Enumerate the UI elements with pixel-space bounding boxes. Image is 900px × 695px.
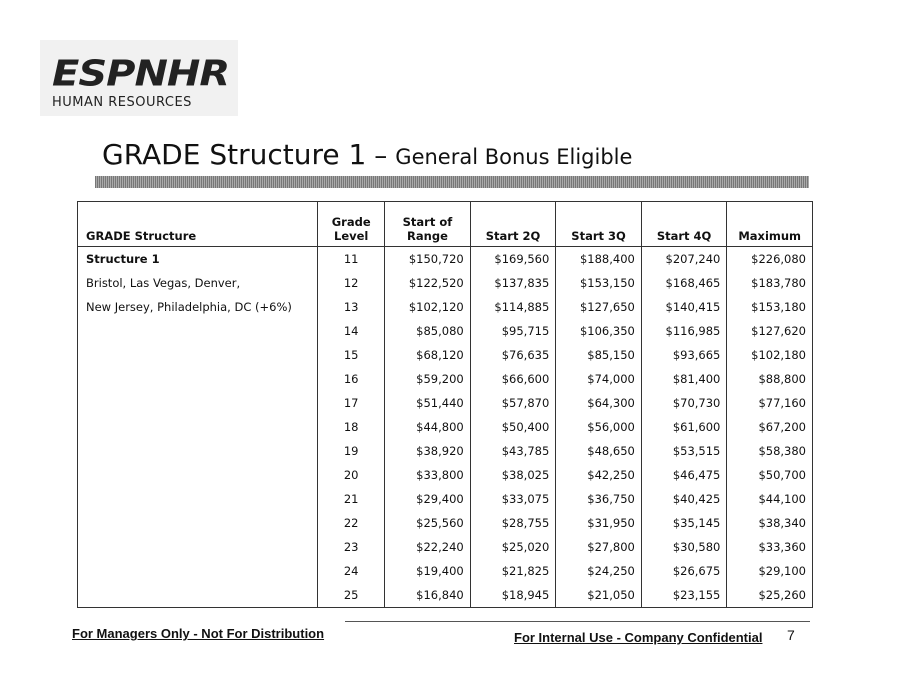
cell-start-3q: $74,000 bbox=[556, 367, 642, 391]
cell-start-3q: $42,250 bbox=[556, 463, 642, 487]
cell-start-of-range: $38,920 bbox=[385, 439, 471, 463]
page-title bbox=[102, 138, 632, 171]
footer-managers-only: For Managers Only - Not For Distribution bbox=[72, 626, 325, 641]
cell-start-2q: $25,020 bbox=[470, 535, 556, 559]
cell-description bbox=[78, 319, 318, 343]
cell-maximum: $58,380 bbox=[727, 439, 813, 463]
cell-grade-level: 13 bbox=[318, 295, 385, 319]
cell-maximum: $153,180 bbox=[727, 295, 813, 319]
cell-start-of-range: $29,400 bbox=[385, 487, 471, 511]
table-row bbox=[78, 391, 813, 415]
cell-maximum: $38,340 bbox=[727, 511, 813, 535]
cell-grade-level: 23 bbox=[318, 535, 385, 559]
cell-start-4q: $70,730 bbox=[641, 391, 727, 415]
cell-start-4q: $26,675 bbox=[641, 559, 727, 583]
table-row bbox=[78, 319, 813, 343]
cell-start-4q: $81,400 bbox=[641, 367, 727, 391]
cell-start-2q: $18,945 bbox=[470, 583, 556, 608]
header-start-of-range bbox=[385, 202, 471, 247]
cell-start-4q: $140,415 bbox=[641, 295, 727, 319]
header-grade-structure: GRADE Structure bbox=[78, 202, 318, 247]
cell-start-3q: $64,300 bbox=[556, 391, 642, 415]
table-row bbox=[78, 583, 813, 608]
cell-start-2q: $50,400 bbox=[470, 415, 556, 439]
cell-start-2q: $28,755 bbox=[470, 511, 556, 535]
cell-description bbox=[78, 343, 318, 367]
cell-start-3q: $127,650 bbox=[556, 295, 642, 319]
cell-start-4q: $93,665 bbox=[641, 343, 727, 367]
cell-maximum: $226,080 bbox=[727, 247, 813, 272]
cell-grade-level: 17 bbox=[318, 391, 385, 415]
espn-hr-logo bbox=[40, 40, 238, 116]
cell-start-3q: $27,800 bbox=[556, 535, 642, 559]
cell-maximum: $50,700 bbox=[727, 463, 813, 487]
header-start-2q: Start 2Q bbox=[470, 202, 556, 247]
cell-description bbox=[78, 487, 318, 511]
cell-start-of-range: $19,400 bbox=[385, 559, 471, 583]
header-grade-line2: Level bbox=[334, 229, 369, 243]
cell-grade-level: 21 bbox=[318, 487, 385, 511]
footer-divider bbox=[345, 621, 810, 622]
table-row bbox=[78, 247, 813, 272]
cell-start-3q: $48,650 bbox=[556, 439, 642, 463]
cell-start-3q: $153,150 bbox=[556, 271, 642, 295]
grade-structure-table bbox=[77, 201, 813, 608]
table-header-row bbox=[78, 202, 813, 247]
cell-start-3q: $21,050 bbox=[556, 583, 642, 608]
cell-start-4q: $35,145 bbox=[641, 511, 727, 535]
header-start-line1: Start of bbox=[402, 215, 453, 229]
title-subtitle: General Bonus Eligible bbox=[395, 145, 633, 169]
table-row bbox=[78, 463, 813, 487]
header-grade-level bbox=[318, 202, 385, 247]
cell-grade-level: 18 bbox=[318, 415, 385, 439]
cell-description bbox=[78, 583, 318, 608]
table-body bbox=[78, 247, 813, 608]
cell-description: Bristol, Las Vegas, Denver, bbox=[86, 276, 241, 290]
cell-grade-level: 16 bbox=[318, 367, 385, 391]
cell-start-4q: $30,580 bbox=[641, 535, 727, 559]
cell-description bbox=[78, 367, 318, 391]
cell-description: Structure 1 bbox=[86, 252, 160, 266]
cell-start-2q: $57,870 bbox=[470, 391, 556, 415]
cell-maximum: $33,360 bbox=[727, 535, 813, 559]
table-row bbox=[78, 295, 813, 319]
header-start-4q: Start 4Q bbox=[641, 202, 727, 247]
cell-start-of-range: $25,560 bbox=[385, 511, 471, 535]
cell-start-4q: $116,985 bbox=[641, 319, 727, 343]
footer-confidential: For Internal Use - Company Confidential bbox=[514, 630, 763, 645]
cell-start-2q: $21,825 bbox=[470, 559, 556, 583]
cell-start-of-range: $122,520 bbox=[385, 271, 471, 295]
cell-grade-level: 15 bbox=[318, 343, 385, 367]
header-start-3q: Start 3Q bbox=[556, 202, 642, 247]
cell-maximum: $25,260 bbox=[727, 583, 813, 608]
cell-description bbox=[78, 511, 318, 535]
table-row bbox=[78, 343, 813, 367]
cell-start-2q: $169,560 bbox=[470, 247, 556, 272]
table-row bbox=[78, 487, 813, 511]
cell-description bbox=[78, 559, 318, 583]
cell-grade-level: 19 bbox=[318, 439, 385, 463]
cell-start-4q: $40,425 bbox=[641, 487, 727, 511]
cell-start-2q: $66,600 bbox=[470, 367, 556, 391]
cell-grade-level: 24 bbox=[318, 559, 385, 583]
cell-start-3q: $106,350 bbox=[556, 319, 642, 343]
cell-start-4q: $23,155 bbox=[641, 583, 727, 608]
table-row bbox=[78, 367, 813, 391]
cell-start-3q: $24,250 bbox=[556, 559, 642, 583]
cell-maximum: $44,100 bbox=[727, 487, 813, 511]
cell-start-of-range: $68,120 bbox=[385, 343, 471, 367]
cell-start-2q: $114,885 bbox=[470, 295, 556, 319]
cell-maximum: $102,180 bbox=[727, 343, 813, 367]
cell-start-2q: $76,635 bbox=[470, 343, 556, 367]
cell-start-of-range: $59,200 bbox=[385, 367, 471, 391]
cell-start-2q: $137,835 bbox=[470, 271, 556, 295]
header-grade-line1: Grade bbox=[331, 215, 371, 229]
table-row bbox=[78, 535, 813, 559]
cell-start-of-range: $85,080 bbox=[385, 319, 471, 343]
cell-grade-level: 14 bbox=[318, 319, 385, 343]
cell-start-of-range: $51,440 bbox=[385, 391, 471, 415]
cell-start-of-range: $150,720 bbox=[385, 247, 471, 272]
cell-description bbox=[78, 391, 318, 415]
cell-start-2q: $43,785 bbox=[470, 439, 556, 463]
cell-description: New Jersey, Philadelphia, DC (+6%) bbox=[86, 300, 292, 314]
cell-maximum: $183,780 bbox=[727, 271, 813, 295]
cell-start-4q: $46,475 bbox=[641, 463, 727, 487]
cell-maximum: $127,620 bbox=[727, 319, 813, 343]
page-number: 7 bbox=[787, 627, 795, 643]
cell-start-3q: $31,950 bbox=[556, 511, 642, 535]
cell-start-2q: $95,715 bbox=[470, 319, 556, 343]
cell-grade-level: 12 bbox=[318, 271, 385, 295]
cell-start-3q: $188,400 bbox=[556, 247, 642, 272]
title-dash: – bbox=[374, 141, 388, 171]
cell-start-of-range: $33,800 bbox=[385, 463, 471, 487]
header-maximum: Maximum bbox=[727, 202, 813, 247]
cell-start-of-range: $22,240 bbox=[385, 535, 471, 559]
cell-start-3q: $56,000 bbox=[556, 415, 642, 439]
title-divider-bar bbox=[95, 176, 809, 188]
cell-description bbox=[78, 535, 318, 559]
table-row bbox=[78, 511, 813, 535]
cell-maximum: $29,100 bbox=[727, 559, 813, 583]
cell-grade-level: 22 bbox=[318, 511, 385, 535]
cell-start-of-range: $102,120 bbox=[385, 295, 471, 319]
cell-start-3q: $85,150 bbox=[556, 343, 642, 367]
title-main: GRADE Structure 1 bbox=[102, 138, 367, 171]
cell-start-4q: $53,515 bbox=[641, 439, 727, 463]
cell-description bbox=[78, 415, 318, 439]
cell-start-4q: $61,600 bbox=[641, 415, 727, 439]
cell-description bbox=[78, 439, 318, 463]
cell-maximum: $88,800 bbox=[727, 367, 813, 391]
table-row bbox=[78, 415, 813, 439]
cell-start-4q: $168,465 bbox=[641, 271, 727, 295]
cell-start-of-range: $16,840 bbox=[385, 583, 471, 608]
cell-maximum: $67,200 bbox=[727, 415, 813, 439]
logo-subtitle: HUMAN RESOURCES bbox=[52, 95, 192, 110]
logo-wordmark: ESPNHR bbox=[52, 53, 230, 95]
table-row bbox=[78, 559, 813, 583]
cell-description bbox=[78, 463, 318, 487]
cell-maximum: $77,160 bbox=[727, 391, 813, 415]
cell-grade-level: 20 bbox=[318, 463, 385, 487]
cell-start-4q: $207,240 bbox=[641, 247, 727, 272]
cell-start-2q: $33,075 bbox=[470, 487, 556, 511]
table-row bbox=[78, 271, 813, 295]
table-row bbox=[78, 439, 813, 463]
cell-start-3q: $36,750 bbox=[556, 487, 642, 511]
cell-start-2q: $38,025 bbox=[470, 463, 556, 487]
cell-grade-level: 25 bbox=[318, 583, 385, 608]
cell-grade-level: 11 bbox=[318, 247, 385, 272]
cell-start-of-range: $44,800 bbox=[385, 415, 471, 439]
header-start-line2: Range bbox=[407, 229, 448, 243]
